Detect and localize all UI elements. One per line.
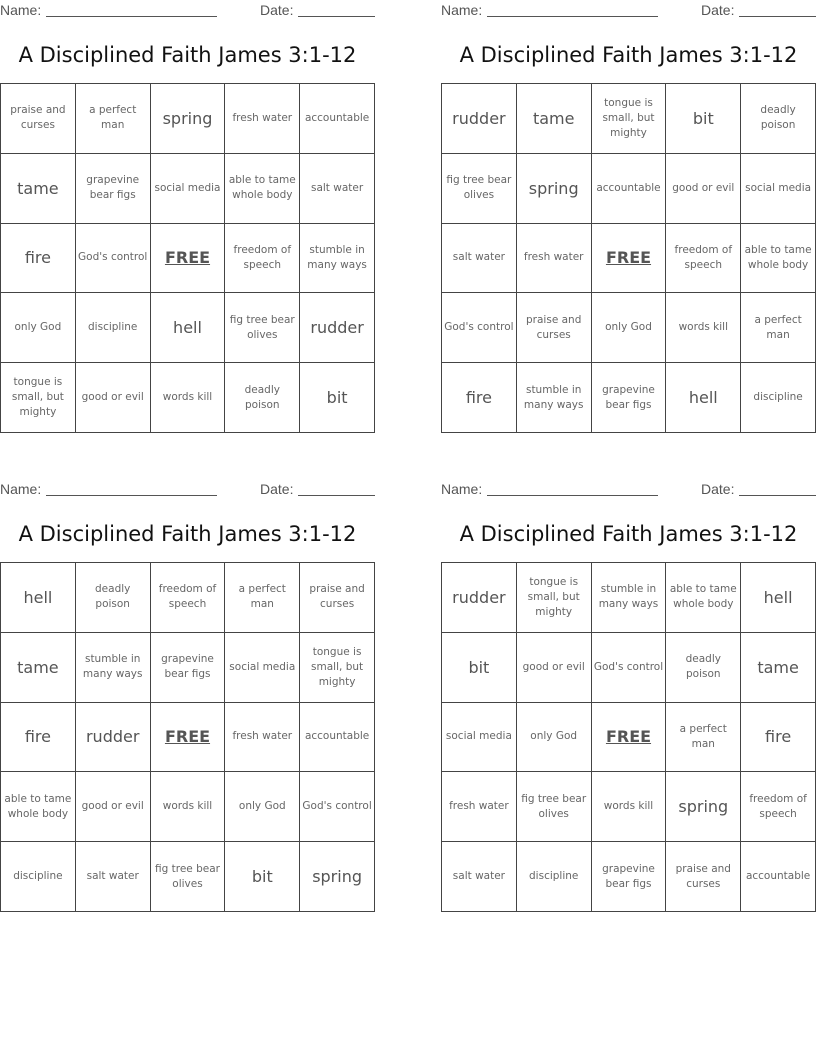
bingo-cell: social media <box>225 633 300 703</box>
bingo-cell: spring <box>300 842 375 912</box>
bingo-cell: stumble in many ways <box>76 633 151 703</box>
bingo-cell: hell <box>666 363 741 433</box>
date-label: Date: <box>260 2 294 18</box>
name-label: Name: <box>0 481 42 497</box>
bingo-cell: grapevine bear figs <box>76 154 151 224</box>
bingo-cell: praise and curses <box>1 84 76 154</box>
bingo-cell: praise and curses <box>300 563 375 633</box>
bingo-cell: good or evil <box>666 154 741 224</box>
bingo-cell: freedom of speech <box>741 772 816 842</box>
bingo-cell: God's control <box>442 293 517 363</box>
card-header <box>0 0 375 20</box>
bingo-cell: grapevine bear figs <box>151 633 226 703</box>
bingo-cell: a perfect man <box>225 563 300 633</box>
bingo-cell: salt water <box>300 154 375 224</box>
bingo-cell: stumble in many ways <box>517 363 592 433</box>
card-header <box>0 479 375 499</box>
bingo-cell: able to tame whole body <box>225 154 300 224</box>
bingo-cell: God's control <box>592 633 667 703</box>
bingo-cell: hell <box>741 563 816 633</box>
bingo-cell: social media <box>741 154 816 224</box>
bingo-cell: fire <box>1 224 76 294</box>
bingo-cell: freedom of speech <box>151 563 226 633</box>
date-label: Date: <box>701 2 735 18</box>
bingo-cell: freedom of speech <box>666 224 741 294</box>
bingo-cell: good or evil <box>517 633 592 703</box>
bingo-cell: tongue is small, but mighty <box>517 563 592 633</box>
bingo-cell: fire <box>442 363 517 433</box>
free-space-cell: FREE <box>592 224 667 294</box>
bingo-grid <box>0 562 375 912</box>
bingo-cell: fig tree bear olives <box>517 772 592 842</box>
name-line <box>487 16 658 17</box>
bingo-cell: deadly poison <box>76 563 151 633</box>
bingo-cell: words kill <box>666 293 741 363</box>
bingo-cell: social media <box>442 703 517 773</box>
bingo-cell: fresh water <box>225 703 300 773</box>
bingo-cell: fire <box>741 703 816 773</box>
bingo-cell: discipline <box>1 842 76 912</box>
date-line <box>298 495 375 496</box>
bingo-cell: deadly poison <box>666 633 741 703</box>
bingo-cell: bit <box>442 633 517 703</box>
bingo-cell: words kill <box>151 363 226 433</box>
bingo-cell: salt water <box>442 842 517 912</box>
date-label: Date: <box>701 481 735 497</box>
card-title: A Disciplined Faith James 3:1-12 <box>459 522 798 546</box>
bingo-cell: good or evil <box>76 363 151 433</box>
bingo-cell: social media <box>151 154 226 224</box>
bingo-cell: stumble in many ways <box>592 563 667 633</box>
bingo-cell: stumble in many ways <box>300 224 375 294</box>
bingo-cell: discipline <box>517 842 592 912</box>
card-title: A Disciplined Faith James 3:1-12 <box>18 522 357 546</box>
bingo-cell: only God <box>517 703 592 773</box>
bingo-cell: only God <box>225 772 300 842</box>
bingo-cell: bit <box>225 842 300 912</box>
bingo-grid <box>441 83 816 433</box>
bingo-cell: words kill <box>151 772 226 842</box>
bingo-cell: fire <box>1 703 76 773</box>
bingo-grid <box>0 83 375 433</box>
bingo-cell: fresh water <box>225 84 300 154</box>
name-label: Name: <box>0 2 42 18</box>
bingo-cell: salt water <box>442 224 517 294</box>
bingo-cell: fresh water <box>517 224 592 294</box>
bingo-cell: a perfect man <box>666 703 741 773</box>
bingo-cell: spring <box>517 154 592 224</box>
bingo-cell: hell <box>151 293 226 363</box>
name-label: Name: <box>441 2 483 18</box>
free-space-cell: FREE <box>151 224 226 294</box>
bingo-cell: freedom of speech <box>225 224 300 294</box>
free-space-cell: FREE <box>592 703 667 773</box>
free-space-cell: FREE <box>151 703 226 773</box>
bingo-cell: tame <box>741 633 816 703</box>
bingo-cell: fig tree bear olives <box>225 293 300 363</box>
bingo-cell: fig tree bear olives <box>442 154 517 224</box>
bingo-cell: accountable <box>300 84 375 154</box>
name-label: Name: <box>441 481 483 497</box>
bingo-cell: praise and curses <box>666 842 741 912</box>
bingo-cell: hell <box>1 563 76 633</box>
card-title: A Disciplined Faith James 3:1-12 <box>18 43 357 67</box>
bingo-cell: fig tree bear olives <box>151 842 226 912</box>
bingo-cell: praise and curses <box>517 293 592 363</box>
bingo-cell: accountable <box>300 703 375 773</box>
card-title: A Disciplined Faith James 3:1-12 <box>459 43 798 67</box>
bingo-cell: words kill <box>592 772 667 842</box>
bingo-cell: a perfect man <box>76 84 151 154</box>
bingo-cell: discipline <box>741 363 816 433</box>
bingo-cell: tame <box>1 154 76 224</box>
bingo-cell: discipline <box>76 293 151 363</box>
date-line <box>739 495 816 496</box>
date-line <box>298 16 375 17</box>
card-header <box>441 479 816 499</box>
bingo-cell: good or evil <box>76 772 151 842</box>
bingo-grid <box>441 562 816 912</box>
date-label: Date: <box>260 481 294 497</box>
bingo-cell: only God <box>1 293 76 363</box>
bingo-cell: grapevine bear figs <box>592 842 667 912</box>
bingo-cell: bit <box>300 363 375 433</box>
bingo-cell: God's control <box>76 224 151 294</box>
bingo-cell: tongue is small, but mighty <box>1 363 76 433</box>
bingo-cell: grapevine bear figs <box>592 363 667 433</box>
bingo-cell: rudder <box>442 563 517 633</box>
name-line <box>487 495 658 496</box>
bingo-cell: deadly poison <box>741 84 816 154</box>
bingo-cell: able to tame whole body <box>1 772 76 842</box>
bingo-cell: tame <box>1 633 76 703</box>
bingo-cell: rudder <box>442 84 517 154</box>
name-line <box>46 495 217 496</box>
bingo-cell: fresh water <box>442 772 517 842</box>
bingo-cell: accountable <box>741 842 816 912</box>
bingo-cell: bit <box>666 84 741 154</box>
bingo-cell: rudder <box>300 293 375 363</box>
bingo-cell: only God <box>592 293 667 363</box>
bingo-cell: tongue is small, but mighty <box>592 84 667 154</box>
bingo-cell: accountable <box>592 154 667 224</box>
bingo-cell: spring <box>151 84 226 154</box>
bingo-cell: tongue is small, but mighty <box>300 633 375 703</box>
bingo-cell: tame <box>517 84 592 154</box>
bingo-cell: rudder <box>76 703 151 773</box>
bingo-cell: spring <box>666 772 741 842</box>
bingo-cell: a perfect man <box>741 293 816 363</box>
bingo-cell: able to tame whole body <box>741 224 816 294</box>
card-header <box>441 0 816 20</box>
date-line <box>739 16 816 17</box>
bingo-cell: able to tame whole body <box>666 563 741 633</box>
bingo-cell: God's control <box>300 772 375 842</box>
name-line <box>46 16 217 17</box>
bingo-cell: deadly poison <box>225 363 300 433</box>
bingo-cell: salt water <box>76 842 151 912</box>
